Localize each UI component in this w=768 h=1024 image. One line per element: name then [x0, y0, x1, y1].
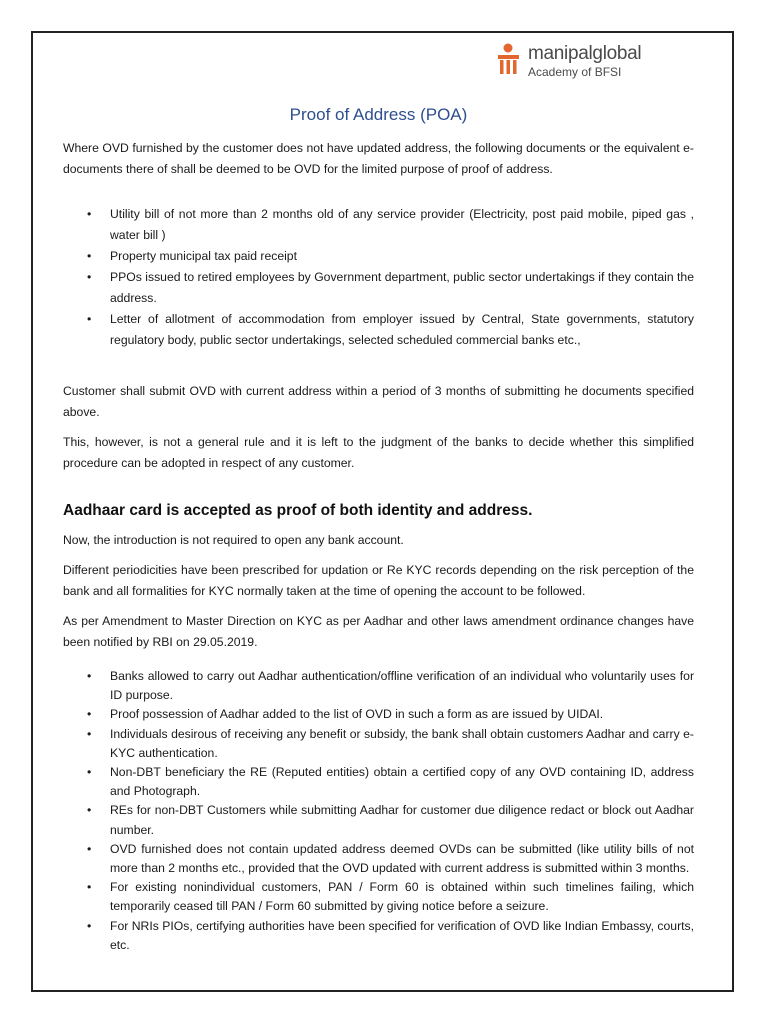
- bullet-icon: •: [87, 918, 92, 933]
- list-item: [63, 246, 694, 267]
- bullet-icon: •: [87, 207, 92, 221]
- judgment-paragraph: This, however, is not a general rule and it is left to the judgment of the banks to decide whether this simplified procedure can be adopted in respect of any customer.: [63, 435, 694, 470]
- bullet-icon: •: [87, 312, 92, 326]
- bullet-icon: •: [87, 669, 92, 683]
- list-item-text: For existing nonindividual customers, PAN / Form 60 is obtained within such timelines failing, which temporarily ceased till PAN / Form 60 submitted by giving notice before a seizure.: [110, 880, 694, 914]
- list-item-text: Utility bill of not more than 2 months old of any service provider (Electricity, post paid mobile, piped gas , water bill ): [110, 207, 694, 242]
- list-item-text: For NRIs PIOs, certifying authorities have been specified for verification of OVD like Indian Embassy, courts, etc.: [110, 918, 694, 952]
- logo-tagline: Academy of BFSI: [528, 65, 622, 79]
- list-item-text: Non-DBT beneficiary the RE (Reputed entities) obtain a certified copy of any OVD containing ID, address and Photograph.: [110, 765, 694, 799]
- aadhaar-paragraph: Now, the introduction is not required to open any bank account.: [63, 533, 404, 547]
- list-item-text: Proof possession of Aadhar added to the list of OVD in such a form as are issued by UIDAI.: [110, 707, 604, 722]
- bullet-icon: •: [87, 803, 92, 818]
- bullet-icon: •: [87, 726, 92, 741]
- list-item-text: REs for non-DBT Customers while submitting Aadhar for customer due diligence redact or block out Aadhar number.: [110, 803, 694, 837]
- list-item-text: Banks allowed to carry out Aadhar authentication/offline verification of an individual who voluntarily uses for ID purpose.: [110, 669, 694, 703]
- list-item-text: Individuals desirous of receiving any benefit or subsidy, the bank shall obtain customers Aadhar and carry e-KYC authentication.: [110, 726, 694, 760]
- list-item-text: Letter of allotment of accommodation from employer issued by Central, State governments, statutory regulatory body, public sector undertakings, selected scheduled commercial banks etc.,: [110, 312, 694, 347]
- bullet-icon: •: [87, 841, 92, 856]
- bullet-icon: •: [87, 249, 92, 263]
- list-item: [63, 878, 694, 916]
- aadhaar-paragraph: As per Amendment to Master Direction on KYC as per Aadhar and other laws amendment ordinance changes have been notified by RBI on 29.05.2019.: [63, 614, 694, 649]
- intro-paragraph: Where OVD furnished by the customer does not have updated address, the following documents or the equivalent e-documents there of shall be deemed to be OVD for the limited purpose of proof of address.: [63, 141, 694, 176]
- document-body: [63, 100, 694, 955]
- manipalglobal-logo: [497, 43, 647, 83]
- list-item: [63, 667, 694, 705]
- logo-brand-name: manipalglobal: [528, 43, 642, 64]
- list-item: [63, 801, 694, 839]
- aadhaar-paragraph: Different periodicities have been prescribed for updation or Re KYC records depending on the risk perception of the bank and all formalities for KYC normally taken at the time of opening the account to be followed.: [63, 563, 694, 598]
- list-item-text: OVD furnished does not contain updated address deemed OVDs can be submitted (like utility bills of not more than 2 months etc., provided that the OVD updated with current address is submitted within 3 months.: [110, 841, 694, 876]
- list-item-text: PPOs issued to retired employees by Government department, public sector undertakings if they contain the address.: [110, 270, 694, 305]
- list-item: [63, 267, 694, 309]
- bullet-icon: •: [87, 880, 92, 895]
- list-item: [63, 917, 694, 955]
- list-item: [63, 309, 694, 351]
- submission-paragraph: Customer shall submit OVD with current address within a period of 3 months of submitting he documents specified above.: [63, 384, 694, 419]
- list-item: [63, 204, 694, 246]
- list-item: [63, 763, 694, 801]
- list-item: [63, 705, 694, 724]
- aadhaar-section-heading: Aadhaar card is accepted as proof of both identity and address.: [63, 502, 533, 519]
- logo-emblem-icon: [497, 43, 523, 77]
- bullet-icon: •: [87, 765, 92, 780]
- bullet-icon: •: [87, 707, 92, 722]
- amendment-point-list: [63, 667, 694, 955]
- poa-document-list: [63, 204, 694, 351]
- bullet-icon: •: [87, 270, 92, 284]
- page-title: Proof of Address (POA): [289, 105, 468, 124]
- list-item: [63, 725, 694, 763]
- list-item: [63, 840, 694, 878]
- list-item-text: Property municipal tax paid receipt: [110, 249, 297, 263]
